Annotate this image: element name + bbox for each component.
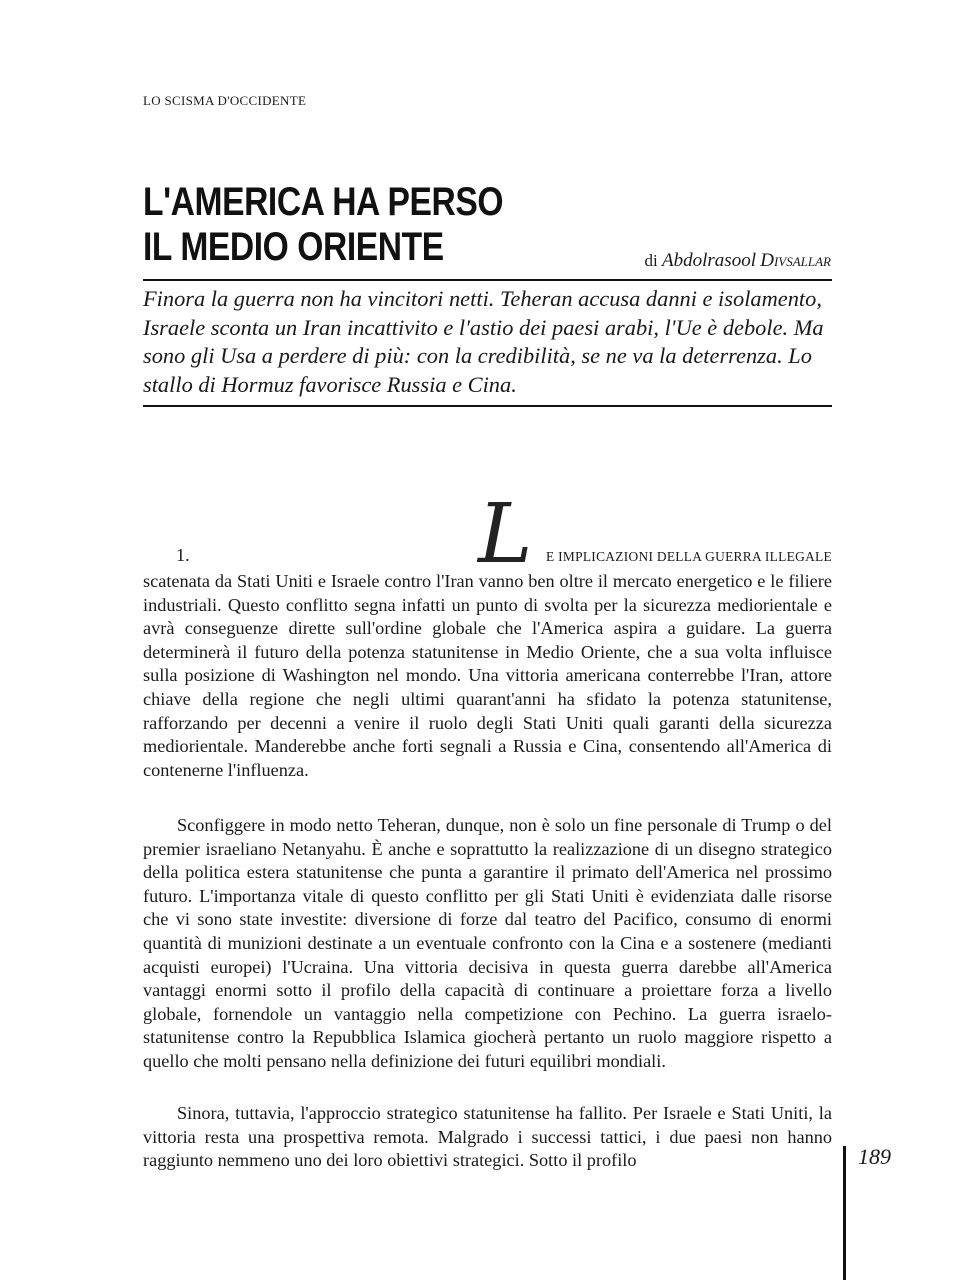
byline-prefix: di: [644, 251, 658, 270]
article-summary: Finora la guerra non ha vincitori netti. Teheran accusa danni e isolamento, Israele sconta un Iran incattivito e l'astio dei paesi arabi, l'Ue è debole. Ma sono gli Usa a perdere di più: con la credibilità, se ne va la deterrenza. Lo stallo di Hormuz favorisce Russia e Cina.: [143, 286, 824, 397]
paragraph-1: scatenata da Stati Uniti e Israele contro l'Iran vanno ben oltre il mercato energetico e le filiere industriali. Questo conflitto segna infatti un punto di svolta per la sicurezza mediorientale e avrà conseguenze dirette sull'ordine globale che l'America aspira a guidare. La guerra determinerà il futuro della potenza statunitense in Medio Oriente, che a sua volta influisce sulla posizione di Washington nel mondo. Una vittoria americana conterrebbe l'Iran, attore chiave della regione che negli ultimi quarant'anni ha sfidato la potenza statunitense, rafforzando per decenni a venire il ruolo degli Stati Uniti quali garanti della sicurezza mediorientale. Manderebbe anche forti segnali a Russia e Cina, consentendo all'America di contenerne l'influenza.: [143, 571, 832, 780]
author-first-name: Abdolrasool: [662, 250, 756, 271]
title-line-1: L'AMERICA HA PERSO: [143, 180, 504, 224]
summary-rule-bottom: [143, 405, 832, 407]
title-line-2: IL MEDIO ORIENTE: [143, 225, 444, 269]
byline: [645, 250, 831, 272]
drop-cap: L: [478, 487, 533, 582]
opening-small-caps: E IMPLICAZIONI DELLA GUERRA ILLEGALE: [545, 549, 832, 564]
running-head: LO SCISMA D'OCCIDENTE: [143, 93, 307, 108]
page-margin-bar: [843, 1146, 846, 1280]
paragraph-2: Sconfiggere in modo netto Teheran, dunque, non è solo un fine personale di Trump o del premier israeliano Netanyahu. È anche e soprattutto la realizzazione di un disegno strategico della politica estera statunitense che punta a garantire il primato dell'America nel prossimo futuro. L'importanza vitale di questo conflitto per gli Stati Uniti è evidenziata dalle risorse che vi sono state investite: diversione di forze dal teatro del Pacifico, consumo di enormi quantità di munizioni destinate a un eventuale confronto con la Cina e a sostenere (medianti acquisti europei) l'Ucraina. Una vittoria decisiva in questa guerra darebbe all'America vantaggi enormi sotto il profilo della capacità di continuare a proiettare forza a livello globale, fornendole un vantaggio nella competizione con Pechino. La guerra israelo-statunitense contro la Repubblica Islamica giocherà pertanto un ruolo maggiore rispetto a quello che molti pensano nella definizione dei futuri equilibri mondiali.: [143, 815, 832, 1071]
section-number: 1.: [176, 545, 190, 565]
article-title: [143, 180, 503, 270]
author-last-name: Divsallar: [760, 250, 831, 271]
paragraph-3: Sinora, tuttavia, l'approccio strategico statunitense ha fallito. Per Israele e Stati Uniti, la vittoria resta una prospettiva remota. Malgrado i successi tattici, i due paesi non hanno raggiunto nemmeno uno dei loro obiettivi strategici. Sotto il profilo: [143, 1103, 832, 1171]
summary-rule-top: [143, 279, 832, 281]
section-opening: [143, 487, 832, 582]
page-number: 189: [858, 1144, 891, 1169]
